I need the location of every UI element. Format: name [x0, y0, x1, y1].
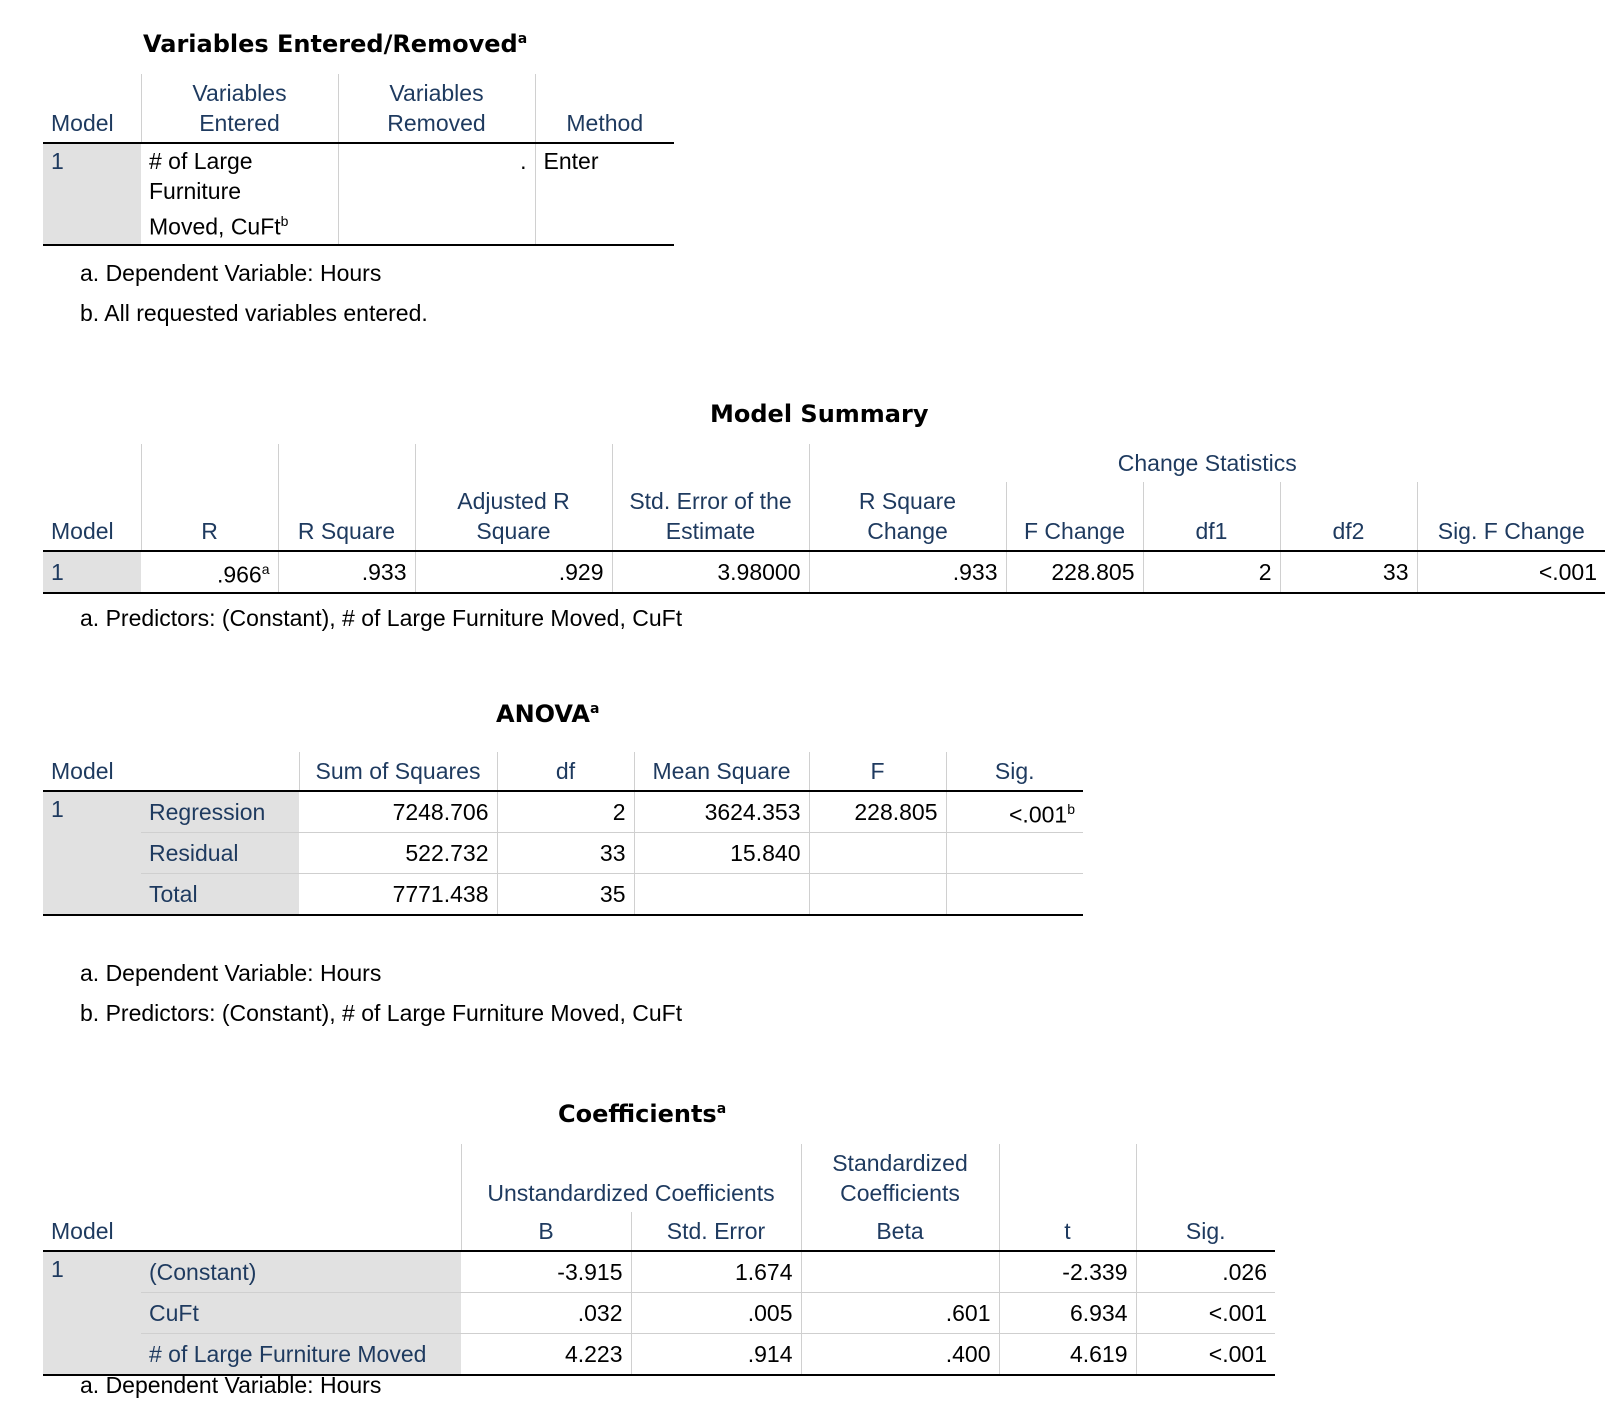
coefficients-table — [43, 1144, 1275, 1376]
f-cell: 228.805 — [809, 791, 946, 833]
variables-entered-cell: # of Large Furniture Moved, CuFt$^b$ — [141, 143, 338, 245]
header-adjusted-r-square: Adjusted R Square — [415, 482, 612, 551]
variables-table-title: Variables Entered/Removed$^a$ — [143, 30, 528, 58]
standardized-coefficients-header: Standardized Coefficients — [801, 1144, 999, 1212]
header-sig: Sig. — [946, 752, 1083, 791]
header-variables-entered: Variables Entered — [141, 74, 338, 143]
table-row — [43, 1251, 1275, 1293]
sig-f-change-cell: <.001 — [1417, 551, 1605, 593]
t-cell: 6.934 — [999, 1293, 1136, 1334]
row-label: CuFt — [141, 1293, 461, 1334]
r-square-cell: .933 — [278, 551, 415, 593]
method-cell: Enter — [535, 143, 674, 245]
model-cell: 1 — [43, 791, 141, 915]
header-sum-of-squares: Sum of Squares — [299, 752, 497, 791]
beta-cell: .601 — [801, 1293, 999, 1334]
footnote: b. Predictors: (Constant), # of Large Furniture Moved, CuFt — [80, 1000, 683, 1026]
header-mean-square: Mean Square — [634, 752, 809, 791]
coefficients-title: Coefficients$^a$ — [558, 1100, 727, 1128]
header-b: B — [461, 1212, 631, 1251]
header-model: Model — [43, 482, 141, 551]
header-model: Model — [43, 74, 141, 143]
model-cell: 1 — [43, 143, 141, 245]
row-label: Total — [141, 874, 299, 916]
header-std-error: Std. Error — [631, 1212, 801, 1251]
anova-table — [43, 752, 1083, 916]
std-error-cell: 1.674 — [631, 1251, 801, 1293]
header-df2: df2 — [1280, 482, 1417, 551]
mean-square-cell: 15.840 — [634, 833, 809, 874]
sig-cell: <.001 — [1136, 1334, 1275, 1376]
df-cell: 35 — [497, 874, 634, 916]
table-row — [43, 1334, 1275, 1376]
variables-removed-cell: . — [338, 143, 535, 245]
sig-cell: .026 — [1136, 1251, 1275, 1293]
t-cell: -2.339 — [999, 1251, 1136, 1293]
beta-cell: .400 — [801, 1334, 999, 1376]
anova-title: ANOVA$^a$ — [496, 700, 600, 728]
table-row — [43, 791, 1083, 833]
f-change-cell: 228.805 — [1006, 551, 1143, 593]
row-label: Residual — [141, 833, 299, 874]
footnote: a. Dependent Variable: Hours — [80, 1372, 382, 1398]
header-r: R — [141, 482, 278, 551]
model-cell: 1 — [43, 1251, 141, 1375]
header-df1: df1 — [1143, 482, 1280, 551]
std-error-cell: .914 — [631, 1334, 801, 1376]
footnote: b. All requested variables entered. — [80, 300, 428, 326]
header-r-square: R Square — [278, 482, 415, 551]
header-model: Model — [43, 1212, 141, 1251]
adj-r-square-cell: .929 — [415, 551, 612, 593]
header-std-error: Std. Error of the Estimate — [612, 482, 809, 551]
b-cell: -3.915 — [461, 1251, 631, 1293]
header-df: df — [497, 752, 634, 791]
b-cell: 4.223 — [461, 1334, 631, 1376]
header-variables-removed: Variables Removed — [338, 74, 535, 143]
sig-cell: <.001$^b$ — [946, 791, 1083, 833]
header-beta: Beta — [801, 1212, 999, 1251]
r-cell: .966$^a$ — [141, 551, 278, 593]
table-row — [43, 551, 1605, 593]
table-row — [43, 143, 674, 245]
sig-cell: <.001 — [1136, 1293, 1275, 1334]
beta-cell — [801, 1251, 999, 1293]
df-cell: 2 — [497, 791, 634, 833]
header-sig: Sig. — [1136, 1212, 1275, 1251]
f-cell — [809, 833, 946, 874]
df2-cell: 33 — [1280, 551, 1417, 593]
sum-of-squares-cell: 7248.706 — [299, 791, 497, 833]
table-row — [43, 833, 1083, 874]
table-row — [43, 874, 1083, 916]
row-label: Regression — [141, 791, 299, 833]
f-cell — [809, 874, 946, 916]
sum-of-squares-cell: 7771.438 — [299, 874, 497, 916]
mean-square-cell — [634, 874, 809, 916]
b-cell: .032 — [461, 1293, 631, 1334]
df1-cell: 2 — [1143, 551, 1280, 593]
row-label: # of Large Furniture Moved — [141, 1334, 461, 1376]
footnote: a. Dependent Variable: Hours — [80, 960, 382, 986]
model-summary-title: Model Summary — [710, 400, 929, 428]
sum-of-squares-cell: 522.732 — [299, 833, 497, 874]
df-cell: 33 — [497, 833, 634, 874]
model-summary-table — [43, 444, 1605, 594]
header-method: Method — [535, 74, 674, 143]
r-square-change-cell: .933 — [809, 551, 1006, 593]
footnote: a. Dependent Variable: Hours — [80, 260, 382, 286]
header-model: Model — [43, 752, 141, 791]
unstandardized-coefficients-header: Unstandardized Coefficients — [461, 1144, 801, 1212]
row-label: (Constant) — [141, 1251, 461, 1293]
header-r-square-change: R Square Change — [809, 482, 1006, 551]
variables-table — [43, 74, 674, 246]
change-statistics-header: Change Statistics — [809, 444, 1605, 482]
header-sig-f-change: Sig. F Change — [1417, 482, 1605, 551]
sig-cell — [946, 833, 1083, 874]
header-f: F — [809, 752, 946, 791]
std-error-cell: 3.98000 — [612, 551, 809, 593]
sig-cell — [946, 874, 1083, 916]
table-row — [43, 1293, 1275, 1334]
t-cell: 4.619 — [999, 1334, 1136, 1376]
mean-square-cell: 3624.353 — [634, 791, 809, 833]
footnote: a. Predictors: (Constant), # of Large Furniture Moved, CuFt — [80, 605, 683, 631]
header-t: t — [999, 1212, 1136, 1251]
model-cell: 1 — [43, 551, 141, 593]
std-error-cell: .005 — [631, 1293, 801, 1334]
header-f-change: F Change — [1006, 482, 1143, 551]
